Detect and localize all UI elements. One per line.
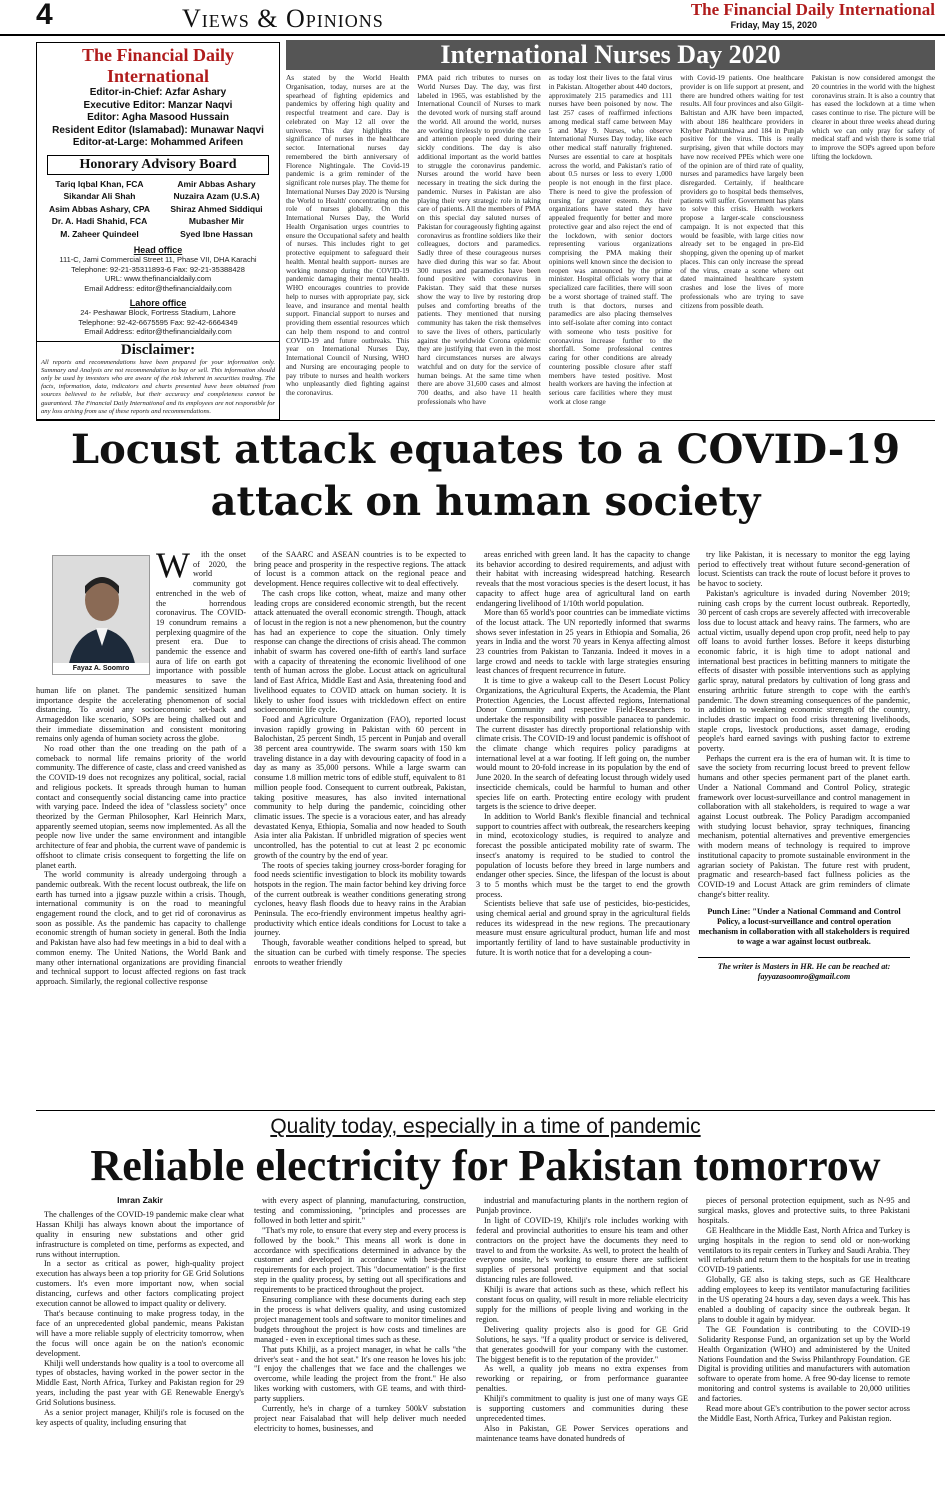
disclaimer-text: All reports and recommendations have been prepared for your information only. Summary and Analysis are not recommendation to buy or sell. This information should only be used by investors who are aware of the risk inherent in securities trading. The facts, information, data, indicators and charts presented have been obtained from sources believed to be reliable, but their accuracy and completeness cannot be guaranteed. The Financial Daily International and its employees are not responsible for any loss arising from use of these reports and recommendations.	[41, 358, 275, 415]
nurses-day-headline: International Nurses Day 2020	[286, 40, 935, 70]
board-member: Syed Ibne Hassan	[180, 228, 253, 239]
paragraph: The world community is already undergoing through a pandemic outbreak. With the recent locust outbreak, the life on earth has turned into a jigsaw puzzle within a crisis. Though, international community is on the road to meaningful engagement round the clock, and to get rid of coronavirus as soon as possible. As the pandemic has capacity to challenge economic strength of human society in general. Both the India and Pakistan have also had few meetings in a bid to deal with a common enemy. The United Nations, the World Bank and many other international organizations are providing financial and technical support to locust affected regions on fast track approach. Similarly, the regional collective response	[36, 870, 246, 986]
lahore-office-address: 24- Peshawar Block, Fortress Stadium, Lahore	[80, 308, 236, 317]
paragraph: Also in Pakistan, GE Power Services operations and maintenance teams have donated hundreds of	[476, 1423, 688, 1443]
paragraph: Delivering quality projects also is good for GE Grid Solutions, he says. "If a quality product or service is delivered, that generates goodwill for your company with the customer. The biggest benefit is to the reputation of the provider."	[476, 1324, 688, 1364]
author-photo	[52, 555, 150, 675]
paragraph: of the SAARC and ASEAN countries is to be expected to bring peace and prosperity in the respective regions. The attack of locust is a common attack on the regional peace and development. Hence requires collective wit to deal effectively.	[254, 550, 466, 589]
byline: Imran Zakir	[117, 1196, 163, 1205]
paragraph: The challenges of the COVID-19 pandemic make clear what Hassan Khilji has always known about the importance of quality in ensuring new substations and other grid infrastructure is completed on time, performs as expected, and runs without interruption.	[36, 1209, 244, 1259]
head-office-phone: Telephone: 92-21-35311893-6 Fax: 92-21-35388428	[71, 264, 245, 274]
paragraph: Read more about GE's contribution to the power sector across the Middle East, North Africa, Turkey and Pakistan region.	[698, 1404, 910, 1423]
board-member: Dr. A. Hadi Shahid, FCA	[51, 216, 148, 226]
advisory-board-list	[37, 178, 279, 241]
divider	[36, 420, 935, 421]
paragraph: The cash crops like cotton, wheat, maize and many other leading crops are considered economic strength, but the recent attack attenuated the overall economic strength. Though, attack of locust in the region is not a new phenomenon, but the country has had an experience to cope the situation. Only timely response can change the directions of crisis ahead. The common inhabit of swarm has covered one-fifth of earth's land surface with a capacity of threatening the economic livelihood of one tenth of human across the globe. Locust attack on agricultural land of East Africa, Middle East and Asia, threatening food and livelihood equates to COVID attack on human society. It is likely to usher food issues with trickledown effect on entire socioeconomic life cycle.	[254, 588, 466, 715]
locust-headline: Locust attack equates to a COVID-19 attack on human society	[70, 426, 901, 525]
writer-note: The writer is Masters in HR. He can be reached at: fayyazasoomro@gmail.com	[698, 957, 910, 982]
section-title: Views & Opinions	[182, 4, 384, 33]
article-column	[254, 1196, 466, 1490]
masthead-box	[36, 42, 280, 420]
head-office-address: 111-C, Jami Commercial Street 11, Phase VII, DHA Karachi	[59, 255, 257, 264]
board-member: M. Zaheer Quindeel	[60, 228, 139, 239]
paragraph: Ensuring compliance with these documents during each step in the process is what delivers quality, and using customized project management tools and software to monitor timelines and budgets throughout the project is how costs and timelines are managed - even in exceptional times such as these.	[254, 1295, 466, 1344]
board-member: Sikandar Ali Shah	[63, 191, 136, 201]
lahore-office-title: Lahore office	[129, 298, 187, 308]
paragraph: No road other than the one treading on the path of a comeback to normal life remains priority of the world community. The difference of caste, class and creed vanished as the COVID-19 does not recognizes any political, social, racial and religious pockets. It spreads through human to human contact and consequently social distancing came into practice with varying pace. Indeed the idea of "classless society" once theorized by the German Philosopher, Karl Heinrich Marx, apparently seemed utopian, seems now implemented. As all the people now live under the same environment and intangible architecture of fear and phobia, the current wave of pandemic is offshoot to climate crisis consequent to forgetting the life on planet earth.	[36, 744, 246, 870]
article-column: Pakistan is now considered amongst the 20 countries in the world with the highest coronavirus strain. It is also a country that has eased the lockdown at a time when cases continue to rise. The picture will be clearer in about three weeks ahead during which we can only pray for safety of medical staff and wish there is some trial to improve the SOPs agreed upon before lifting the lockdown.	[811, 74, 935, 161]
lahore-office-email: Email Address: editor@thefinancialdaily.com	[84, 327, 232, 336]
paragraph-text: ith the onset of 2020, the world community got entrenched in the web of the horrendous coronavirus. The COVID-19 conundrum remains a perplexing quagmire of the present era. Due to pandemic the essence and aura of life on earth got importance with possible measures to save the human life on planet. The pandemic sensitized human importance despite the accelerating phenomenon of social distancing. To avoid any socioeconomic set-back and Armageddon like scenario, SOPs are being chalked out and their immediate dissemination and consistent monitoring remains only agenda of human society across the globe.	[36, 550, 246, 744]
editor-line: Editor-at-Large: Mohammed Arifeen	[72, 137, 244, 148]
paragraph: Scientists believe that safe use of pesticides, bio-pesticides, using chemical aerial and ground spray in the agricultural fields reduces its widespread in the new regions. The precautionary measure must ensure agricultural product, human life and most importantly fertility of land to have sustainable productivity in future. It is worth notice that for a developing a coun-	[476, 899, 690, 957]
paragraph: As a senior project manager, Khilji's role is focused on the key aspects of quality, including ensuring that	[36, 1408, 244, 1427]
paragraph: Pakistan's agriculture is invaded during November 2019; ruining cash crops by the current locust outbreak. Reportedly, 30 percent of cash crops are severely affected with irrecoverable loss due to locust attack and heavy rains. The farmers, who are actual victim, usually depend upon crop profit, need help to pay off loans to avoid further losses. Before it keeps disturbing economic fabric, it is high time to adopt national and international best practices in befitting manners to mitigate the effects of disaster with possible interventions such as applying garlic spray, natural predators by cultivation of long grass and ensuring arthritic future strength to cope with the earth's pandemic. The down streaming consequences of the pandemic, in addition to weakening economic strength of the country, includes drastic impact on food crisis threatening livelihoods, staple crops, livestock productions, asset damage, eroding people's hard earned savings with pushing factor to extreme poverty.	[698, 588, 910, 754]
paragraph: That puts Khilji, as a project manager, in what he calls "the driver's seat - and the hot seat." It's one reason he loves his job: "I enjoy the challenges that we face and the challenges we overcome, while leading the project from the front." He also likes working with customers, with GE teams, and with third-party suppliers.	[254, 1344, 466, 1404]
article-column: As stated by the World Health Organisation, today, nurses are at the spearhead of fighting epidemics and pandemics by offering high quality and respectful treatment and care. Day is celebrated on May 12 all over the universe. This day highlights the significance of nurses in the healthcare sector. International nurses day remembered the birth anniversary of Florence Nightingale. The Covid-19 pandemic is a grim reminder of the significant role nurses play. The theme for International Nurses Day 2020 is 'Nursing the World to Health' concentrating on the role of nurses globally. On this International Nurses Day, the World Health Organisation urges countries to ensure the Occupational safety and health of nurses. This includes right to get protective equipment to safeguard their health. Mental health support- nurses are working nonstop during the COVID-19 pandemic damaging their mental health. WHO encourages countries to provide help to nurses with appropriate pay, sick leave, and insurance and mental health support. Financial support to nurses and providing them essential resources which can help them respond to and control COVID-19 and future outbreaks. This year on International Nurses Day, International Council of Nursing, WHO and Nursing are encouraging people to pay tribute to nurses and health workers who unpleasantly died fighting against the coronavirus.	[286, 74, 410, 397]
paragraph: Currently, he's in charge of a turnkey 500kV substation project near Faisalabad that will help deliver much needed electricity to homes, businesses, and	[254, 1404, 466, 1433]
article-column	[254, 550, 466, 1110]
paragraph: "That's my role, to ensure that every step and every process is followed by the book." This means all work is done in accordance with specifications determined in advance by the customer and developed in accordance with best-practice requirements for each project. This "documentation" is the first step in the quality process, by setting out all specifications and requirements to be practiced throughout the project.	[254, 1225, 466, 1295]
nurses-day-article	[286, 74, 935, 414]
paragraph: Khilji well understands how quality is a tool to overcome all types of obstacles, having worked in the power sector in the Middle East, North Africa, Turkey and Pakistan region for 29 years, including the past year with GE Renewable Energy's Grid Solutions business.	[36, 1358, 244, 1408]
paragraph: areas enriched with green land. It has the capacity to change its behavior according to desired requirements, and adjust with their habitat with increasing widespread hatching. Research reveals that the most voracious species is the desert locust, it has capacity to affect huge area of agricultural land on earth endangering livelihood of 1/10th world population.	[476, 550, 690, 608]
editor-line: Resident Editor (Islamabad): Munawar Naqvi	[52, 124, 264, 136]
article-column: PMA paid rich tributes to nurses on World Nurses Day. The day, was first labeled in 1965, was established by the International Council of Nurses to mark the devoted work of nursing staff around the world. All around the world, nurses are working tirelessly to provide the care and attention people need during their sickly conditions. The day is also additional important as the world battles to struggle the coronavirus pandemic. Nurses around the world have been necessary in treating the sick during the pandemic. Nurses in Pakistan are also playing their very strategic role in taking care of patients. All the members of PMA on this special day saluted nurses of Pakistan for courageously fighting against coronavirus as frontline soldiers like their colleagues, doctors and paramedics. Sadly three of these courageous nurses have died during this war so far. About 300 nurses and paramedics have been found positive with coronavirus in Pakistan. They said that these nurses show the way to live by restoring drop pulses and comforting breaths of the patients. They mentioned that nursing community has taken the risk themselves to save the lives of others, particularly against the worldwide Corona epidemic they are justifying that even in the most hard circumstances nurses are always watchful and on duty for the service of human beings. At the same time when there are above 31,600 cases and almost 700 deaths, and also have 11 health professionals who have	[417, 74, 541, 406]
page-header	[0, 0, 945, 36]
electricity-kicker: Quality today, especially in a time of pandemic	[270, 1115, 701, 1138]
article-column: with Covid-19 patients. One healthcare provider is on life support at present, and there are hundred others waiting for test results. All four provinces and also Gilgit-Baltistan and AJK have been impacted, with about 186 healthcare providers in Khyber Pakhtunkhwa and 184 in Punjab positive for the virus. This is really surprising, given that while doctors may have now received PPEs which were one of the opinion are of third rate of quality, nurses and paramedics have largely been disregarded. Certainly, if healthcare providers go to hospital beds themselves, patients will suffer. Government has plans to solve this crisis. Health workers propose a larger-scale consciousness campaign. It is not expected that this would be feasible, with large cities now already set to be engaged in pre-Eid shopping, given the opening up of market places. This can only increase the spread of the virus, create a scene where out dated maintained healthcare system crashes and lose the lives of more professionals who are trying to save citizens from possible death.	[680, 74, 804, 310]
article-column: as today lost their lives to the fatal virus in Pakistan. Altogether about 440 doctors, approximately 215 paramedics and 111 nurses have been poisoned by now. The last 257 cases of reaffirmed infections among medical staff came between May 5 and May 9. Nurses, who observe International Nurses Day today, like each other medical staff naturally frightened. Nurses are essential to care at hospitals across the world, and Pakistan's ratio of about 0.5 nurses or less to every 1,000 people is not enough in the first place. There is need to give the profession of nursing far greater esteem. As their organizations have stated they have appealed frequently for better and more protective gear and also reject the end of the lockdown, with senior doctors representing various organizations comprising the PMA making their opinions well known since the decision to reopen was announced by the prime minister. Hospital officials worry that at specialized care facilities, there will soon be a worst shortage of trained staff. The truth is that doctors, nurses and paramedics are also placing themselves into self-isolate after coming into contact with someone who tests positive for coronavirus increase further to the shortfall. Some professional centres caring for other conditions are already countering possible closure after staff members have tested positive. Most health workers are having the infection at serious care facilities where they must work at close range	[548, 74, 673, 406]
page-number: 4	[36, 0, 53, 31]
advisory-board-title: Honorary Advisory Board	[47, 155, 269, 175]
head-office-title: Head office	[133, 245, 183, 255]
paragraph: The GE Foundation is contributing to the COVID-19 Solidarity Response Fund, an organization set up by the World Health Organization (WHO) and administered by the United Nations Foundation and the Swiss Philanthropy Foundation. GE Digital is providing utilities and manufacturers with automation software to operate from home. A free 90-day license to remote monitoring and control systems is available to 20,000 utilities and factories.	[698, 1324, 910, 1404]
head-office-email: Email Address: editor@thefinancialdaily.com	[84, 283, 232, 293]
article-column	[698, 550, 910, 1110]
author-caption: Fayaz A. Soomro	[53, 663, 149, 674]
board-member: Amir Abbas Ashary	[177, 178, 256, 189]
board-member: Tariq Iqbal Khan, FCA	[55, 178, 144, 189]
board-member: Mubasher Mir	[188, 216, 245, 226]
paragraph: The roots of species taking journey cross-border foraging for food needs scientific investigation to block its mobility towards hotspots in the region. The main factor behind key driving force of the current outbreak is weather conditions generating strong cyclones, heavy flash floods due to heavy rains in the Arabian Peninsula. The eco-friendly environment impetus healthy agri-productivity which entice ideals conditions for Locust to take a journey.	[254, 860, 466, 938]
disclaimer-title: Disclaimer:	[37, 341, 279, 359]
author-portrait-icon	[53, 556, 150, 675]
paragraph: industrial and manufacturing plants in the northern region of Punjab province.	[476, 1196, 688, 1215]
electricity-headline: Reliable electricity for Pakistan tomorrow	[90, 1141, 881, 1190]
lahore-office-phone: Telephone: 92-42-6675595 Fax: 92-42-6664349	[78, 317, 238, 327]
article-column	[698, 1196, 910, 1490]
paragraph: Perhaps the current era is the era of human wit. It is time to save the society from recurring locust breed to prevent fellow humans and other species permanent part of the planet earth. Under a National Command and Control Policy, strategic framework over locust-surveillance and control management in collaboration with all stakeholders, is required to wage a war against Locust outbreak. The Policy Paradigm accompanied with studying locust behavior, spray techniques, financing mechanism, potential alternatives and preventive emergencies with modern means of technology is required to improve institutional capacity to promote sustainable environment in the agrarian society of Pakistan. The future rest with prudent, pragmatic and research-based fact fullness policies as the COVID-19 and Locust Attack are grim reminders of climate change's bitter reality.	[698, 753, 910, 899]
article-column	[476, 550, 690, 1110]
paragraph: That's because continuing to make progress today, in the face of an unprecedented global pandemic, means Pakistan will have a more reliable supply of electricity tomorrow, when the focus will once again be on the nation's economic development.	[36, 1308, 244, 1358]
paragraph: pieces of personal protection equipment, such as N-95 and surgical masks, gloves and protective suits, to three Pakistani hospitals.	[698, 1196, 910, 1225]
paragraph: Khilji's commitment to quality is just one of many ways GE is supporting customers and communities during these unprecedented times.	[476, 1394, 688, 1423]
article-column	[36, 1196, 244, 1490]
paragraph: Khilji is aware that actions such as these, which reflect his constant focus on quality, will result in more reliable electricity supply for the millions of people living and working in the region.	[476, 1285, 688, 1324]
paragraph: GE Healthcare in the Middle East, North Africa and Turkey is urging hospitals in the region to send old or non-working ventilators to its repair centers in Turkey and Saudi Arabia. They will refurbish and return them to the hospitals for use in treating COVID-19 patients.	[698, 1225, 910, 1275]
paragraph: It is time to give a wakeup call to the Desert Locust Policy Organizations, the Agricultural Experts, the Academia, the Plant Protection Agencies, the Locust affected regions, International Donor Community and respective Field-Researchers to undertake the responsibility with possible panacea to pandemic. The current disaster has directly proportional relationship with climate crisis. The COVID-19 and locust pandemic is offshoot of the climate change which requires policy paradigms at international level at a war footing. If left going on, the number would mount to 20-fold increase in its population by the end of June 2020. In the search of defeating locust through widely used insecticide chemicals, could be harmful to human and other species life on earth. Protecting entire ecology with prudent targets is the science to drive deeper.	[476, 676, 690, 812]
paragraph: In light of COVID-19, Khilji's role includes working with federal and provincial authorities to ensure his team and other contractors on the project have the documents they need to travel to and from the worksite. As well, to protect the health of everyone onsite, he's working to ensure there are sufficient supplies of personal protective equipment and that social distancing rules are followed.	[476, 1215, 688, 1285]
divider	[36, 1110, 935, 1111]
punch-line: Punch Line: "Under a National Command and Control Policy, a locust-surveillance and control operation mechanism in collaboration with all stakeholders is required to wage a war against locust outbreak.	[698, 907, 910, 947]
board-member: Asim Abbas Ashary, CPA	[48, 203, 151, 214]
board-member: Shiraz Ahmed Siddiqui	[170, 203, 263, 214]
electricity-article	[36, 1196, 935, 1490]
paragraph: As well, a quality job means no extra expenses from reworking or repairing, or from performance guarantee penalties.	[476, 1364, 688, 1394]
paragraph: Globally, GE also is taking steps, such as GE Healthcare adding employees to keep its ventilator manufacturing facilities in the US operating 24 hours a day, seven days a week. This has enabled a doubling of capacity since the outbreak began. It plans to double it again by midyear.	[698, 1275, 910, 1324]
paragraph: try like Pakistan, it is necessary to monitor the egg laying period to effectively treat without future second-generation of locust. Scientists can track the route of locust before it proves to be havoc to society.	[698, 550, 910, 589]
paragraph: Though, favorable weather conditions helped to spread, but the situation can be curbed with timely response. The species enroots to weather friendly	[254, 938, 466, 967]
paragraph: In a sector as critical as power, high-quality project execution has always been a top priority for GE Grid Solutions customers. It's even more important now, when social distancing, curfews and other factors complicating project execution cannot be allowed to impact quality or delivery.	[36, 1259, 244, 1309]
locust-article	[36, 550, 935, 1110]
paragraph: In addition to World Bank's flexible financial and technical support to countries affect with outbreak, the researchers keeping in mind, ecotoxicology studies, is required to analyze and forecast the possible anticipated mobility rate of swarm. The insect's anatomy is required to be studied to control the population of locusts before they breed in large numbers and endanger other species. Since, the lifespan of the locust is about 3 to 5 months which must be the target to end the growth process.	[476, 811, 690, 899]
editor-line: Editor-in-Chief: Azfar Ashary	[89, 87, 227, 98]
editor-line: Editor: Agha Masood Hussain	[87, 112, 229, 123]
issue-date: Friday, May 15, 2020	[730, 20, 817, 30]
board-member: Nuzaira Azam (U.S.A)	[173, 191, 260, 201]
paragraph: Food and Agriculture Organization (FAO), reported locust invasion rapidly growing in Pakistan with 60 percent in Balochistan, 25 percent Sindh, 15 percent in Punjab and overall 38 percent area countrywide. The swarm soars with 150 km traveling distance in a day with devouring capacity of food in a day as many as 35,000 persons. While a large swarm can consume 1.8 million metric tons of edible stuff, equivalent to 81 million people food. Consequent to current outbreak, Pakistan, taking positive measures, has also invited international community to help during the pandemic, coinciding other climatic issues. The specie is a voracious eater, and has already devastated Kenya, Ethiopia, Somalia and now headed to South Asia inter alia Pakistan. If unbridled migration of species went uncontrolled, has the potential to cut at least 2 pc economic growth of the country by the end of year.	[254, 714, 466, 860]
paper-name: The Financial Daily International	[690, 0, 935, 19]
drop-cap: W	[156, 550, 190, 585]
editor-line: Executive Editor: Manzar Naqvi	[83, 99, 233, 111]
paragraph: More than 65 world's poor countries can be immediate victims of the locust attack. The UN reportedly informed that swarms shows sever infestation in 25 years in Ethiopia and Somalia, 26 years in India and the worst 70 years in Kenya affecting almost 23 countries from Pakistan to Tanzania. Indeed it moves in a large crowd and needs to tackle with large strategies ensuring least chances of frequent recurrence in future.	[476, 608, 690, 676]
paragraph: with every aspect of planning, manufacturing, construction, testing and commissioning, "principles and processes are followed in both letter and spirit."	[254, 1196, 466, 1225]
article-column	[476, 1196, 688, 1490]
head-office-url: URL: www.thefinancialdaily.com	[104, 274, 212, 283]
masthead-paper-name: The Financial Daily International	[81, 45, 234, 86]
